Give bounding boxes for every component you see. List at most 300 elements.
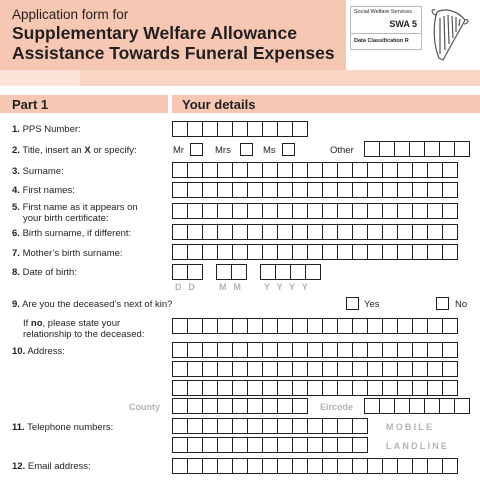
entry-box[interactable] [232,361,248,377]
entry-box[interactable] [337,244,353,260]
entry-box[interactable] [352,361,368,377]
entry-box[interactable] [412,244,428,260]
address-line2-boxes[interactable] [172,361,457,377]
entry-box[interactable] [187,318,203,334]
entry-box[interactable] [187,224,203,240]
entry-box[interactable] [187,458,203,474]
entry-box[interactable] [217,318,233,334]
entry-box[interactable] [307,162,323,178]
form-title-line1: Supplementary Welfare Allowance [12,23,297,43]
entry-box[interactable] [277,361,293,377]
entry-box[interactable] [172,162,188,178]
entry-box[interactable] [412,203,428,219]
landline-number-boxes[interactable] [172,437,367,453]
entry-box[interactable] [442,224,458,240]
entry-box[interactable] [442,182,458,198]
entry-box[interactable] [412,318,428,334]
entry-box[interactable] [232,121,248,137]
entry-box[interactable] [187,203,203,219]
entry-box[interactable] [352,458,368,474]
birth-cert-name-boxes[interactable] [172,203,457,219]
entry-box[interactable] [322,182,338,198]
entry-box[interactable] [337,418,353,434]
entry-box[interactable] [352,224,368,240]
entry-box[interactable] [277,380,293,396]
first-names-boxes[interactable] [172,182,457,198]
birth-surname-boxes[interactable] [172,224,457,240]
entry-box[interactable] [292,224,308,240]
entry-box[interactable] [337,342,353,358]
entry-box[interactable] [397,380,413,396]
entry-box[interactable] [202,380,218,396]
entry-box[interactable] [397,361,413,377]
entry-box[interactable] [337,437,353,453]
entry-box[interactable] [202,398,218,414]
entry-box[interactable] [202,182,218,198]
entry-box[interactable] [307,437,323,453]
entry-box[interactable] [322,380,338,396]
entry-box[interactable] [412,458,428,474]
entry-box[interactable] [292,121,308,137]
entry-box[interactable] [397,182,413,198]
entry-box[interactable] [202,244,218,260]
entry-box[interactable] [307,244,323,260]
entry-box[interactable] [262,398,278,414]
entry-box[interactable] [247,244,263,260]
entry-box[interactable] [412,380,428,396]
entry-box[interactable] [292,182,308,198]
address-line1-boxes[interactable] [172,342,457,358]
entry-box[interactable] [337,182,353,198]
entry-box[interactable] [262,162,278,178]
entry-box[interactable] [187,342,203,358]
entry-box[interactable] [247,162,263,178]
entry-box[interactable] [397,244,413,260]
entry-box[interactable] [172,121,188,137]
dob-month-hint: M M [219,282,244,292]
entry-box[interactable] [232,458,248,474]
entry-box[interactable] [217,342,233,358]
entry-box[interactable] [379,398,395,414]
entry-box[interactable] [352,318,368,334]
entry-box[interactable] [367,182,383,198]
entry-box[interactable] [337,458,353,474]
form-code: SWA 5 [389,19,417,29]
entry-box[interactable] [187,121,203,137]
entry-box[interactable] [247,380,263,396]
entry-box[interactable] [397,318,413,334]
entry-box[interactable] [322,361,338,377]
entry-box[interactable] [367,203,383,219]
dob-month-boxes[interactable] [216,264,246,280]
entry-box[interactable] [442,458,458,474]
entry-box[interactable] [292,437,308,453]
entry-box[interactable] [292,318,308,334]
dob-year-boxes[interactable] [260,264,320,280]
entry-box[interactable] [439,398,455,414]
entry-box[interactable] [427,224,443,240]
entry-box[interactable] [322,162,338,178]
entry-box[interactable] [442,380,458,396]
entry-box[interactable] [292,203,308,219]
entry-box[interactable] [442,162,458,178]
entry-box[interactable] [394,398,410,414]
entry-box[interactable] [439,141,455,157]
form-reference-box [350,6,422,50]
entry-box[interactable] [217,203,233,219]
address-line3-boxes[interactable] [172,380,457,396]
entry-box[interactable] [397,342,413,358]
title-mrs-label: Mrs [215,145,231,156]
form-header [0,0,480,86]
entry-box[interactable] [262,224,278,240]
entry-box[interactable] [322,342,338,358]
entry-box[interactable] [202,437,218,453]
entry-box[interactable] [409,398,425,414]
entry-box[interactable] [352,162,368,178]
entry-box[interactable] [202,203,218,219]
entry-box[interactable] [292,244,308,260]
harp-crest-icon [427,4,471,64]
entry-box[interactable] [394,141,410,157]
surname-boxes[interactable] [172,162,457,178]
entry-box[interactable] [217,398,233,414]
entry-box[interactable] [382,458,398,474]
entry-box[interactable] [352,380,368,396]
entry-box[interactable] [442,203,458,219]
entry-box[interactable] [232,418,248,434]
form-title-line2: Assistance Towards Funeral Expenses [12,43,335,63]
entry-box[interactable] [247,361,263,377]
entry-box[interactable] [427,458,443,474]
entry-box[interactable] [247,418,263,434]
entry-box[interactable] [262,361,278,377]
entry-box[interactable] [412,361,428,377]
entry-box[interactable] [187,380,203,396]
entry-box[interactable] [352,437,368,453]
entry-box[interactable] [172,418,188,434]
entry-box[interactable] [217,162,233,178]
mother-surname-boxes[interactable] [172,244,457,260]
entry-box[interactable] [247,398,263,414]
entry-box[interactable] [232,380,248,396]
entry-box[interactable] [292,418,308,434]
entry-box[interactable] [367,458,383,474]
entry-box[interactable] [352,244,368,260]
entry-box[interactable] [172,437,188,453]
entry-box[interactable] [382,361,398,377]
entry-box[interactable] [442,244,458,260]
entry-box[interactable] [409,141,425,157]
entry-box[interactable] [262,342,278,358]
entry-box[interactable] [232,203,248,219]
entry-box[interactable] [247,121,263,137]
entry-box[interactable] [231,264,247,280]
title-mrs-checkbox[interactable] [240,143,253,156]
q12-label: 12. Email address: [12,461,91,472]
entry-box[interactable] [292,398,308,414]
title-other-boxes[interactable] [364,141,469,157]
entry-box[interactable] [277,437,293,453]
entry-box[interactable] [232,342,248,358]
entry-box[interactable] [454,141,470,157]
entry-box[interactable] [322,244,338,260]
entry-box[interactable] [322,458,338,474]
entry-box[interactable] [247,458,263,474]
entry-box[interactable] [172,264,188,280]
entry-box[interactable] [337,380,353,396]
entry-box[interactable] [262,182,278,198]
entry-box[interactable] [247,224,263,240]
entry-box[interactable] [187,418,203,434]
email-boxes[interactable] [172,458,457,474]
entry-box[interactable] [187,437,203,453]
entry-box[interactable] [427,342,443,358]
entry-box[interactable] [202,458,218,474]
q1-label: 1. PPS Number: [12,124,81,135]
entry-box[interactable] [187,182,203,198]
entry-box[interactable] [172,224,188,240]
entry-box[interactable] [322,224,338,240]
entry-box[interactable] [277,162,293,178]
entry-box[interactable] [217,182,233,198]
entry-box[interactable] [367,361,383,377]
entry-box[interactable] [277,318,293,334]
entry-box[interactable] [337,162,353,178]
entry-box[interactable] [442,361,458,377]
entry-box[interactable] [307,380,323,396]
entry-box[interactable] [277,182,293,198]
entry-box[interactable] [202,342,218,358]
entry-box[interactable] [187,162,203,178]
entry-box[interactable] [202,418,218,434]
entry-box[interactable] [397,224,413,240]
entry-box[interactable] [382,224,398,240]
entry-box[interactable] [397,203,413,219]
entry-box[interactable] [382,203,398,219]
header-underband [80,70,480,86]
entry-box[interactable] [187,361,203,377]
entry-box[interactable] [427,203,443,219]
entry-box[interactable] [322,418,338,434]
entry-box[interactable] [277,224,293,240]
next-of-kin-yes-checkbox[interactable] [346,297,359,310]
entry-box[interactable] [247,203,263,219]
eircode-boxes[interactable] [364,398,469,414]
entry-box[interactable] [412,342,428,358]
entry-box[interactable] [232,318,248,334]
entry-box[interactable] [382,380,398,396]
entry-box[interactable] [247,182,263,198]
entry-box[interactable] [277,398,293,414]
entry-box[interactable] [322,437,338,453]
entry-box[interactable] [292,458,308,474]
entry-box[interactable] [172,398,188,414]
title-mr-checkbox[interactable] [190,143,203,156]
entry-box[interactable] [172,342,188,358]
entry-box[interactable] [217,361,233,377]
entry-box[interactable] [307,342,323,358]
entry-box[interactable] [172,182,188,198]
entry-box[interactable] [202,361,218,377]
entry-box[interactable] [307,318,323,334]
entry-box[interactable] [427,162,443,178]
entry-box[interactable] [352,342,368,358]
next-of-kin-yes-label: Yes [364,299,380,310]
entry-box[interactable] [172,458,188,474]
entry-box[interactable] [307,203,323,219]
entry-box[interactable] [352,182,368,198]
entry-box[interactable] [202,162,218,178]
entry-box[interactable] [307,224,323,240]
entry-box[interactable] [202,318,218,334]
entry-box[interactable] [427,318,443,334]
entry-box[interactable] [337,318,353,334]
entry-box[interactable] [202,224,218,240]
entry-box[interactable] [427,244,443,260]
entry-box[interactable] [277,418,293,434]
entry-box[interactable] [217,418,233,434]
entry-box[interactable] [172,318,188,334]
entry-box[interactable] [292,361,308,377]
entry-box[interactable] [232,224,248,240]
entry-box[interactable] [216,264,232,280]
entry-box[interactable] [232,437,248,453]
entry-box[interactable] [379,141,395,157]
entry-box[interactable] [412,162,428,178]
entry-box[interactable] [172,203,188,219]
dob-day-hint: D D [175,282,198,292]
entry-box[interactable] [260,264,276,280]
entry-box[interactable] [307,361,323,377]
entry-box[interactable] [397,458,413,474]
entry-box[interactable] [187,244,203,260]
entry-box[interactable] [382,182,398,198]
entry-box[interactable] [382,244,398,260]
entry-box[interactable] [217,244,233,260]
entry-box[interactable] [412,224,428,240]
part-title-band [172,95,480,113]
entry-box[interactable] [262,437,278,453]
entry-box[interactable] [247,318,263,334]
entry-box[interactable] [290,264,306,280]
entry-box[interactable] [397,162,413,178]
entry-box[interactable] [427,182,443,198]
entry-box[interactable] [277,244,293,260]
entry-box[interactable] [367,224,383,240]
entry-box[interactable] [232,398,248,414]
entry-box[interactable] [217,121,233,137]
entry-box[interactable] [367,380,383,396]
entry-box[interactable] [367,342,383,358]
entry-box[interactable] [217,224,233,240]
entry-box[interactable] [382,318,398,334]
entry-box[interactable] [292,380,308,396]
entry-box[interactable] [424,398,440,414]
q10-label: 10. Address: [12,346,65,357]
entry-box[interactable] [364,141,380,157]
entry-box[interactable] [442,318,458,334]
entry-box[interactable] [424,141,440,157]
entry-box[interactable] [277,342,293,358]
entry-box[interactable] [187,398,203,414]
q9-label: 9. Are you the deceased’s next of kin? [12,299,173,310]
entry-box[interactable] [262,458,278,474]
entry-box[interactable] [277,203,293,219]
entry-box[interactable] [337,224,353,240]
entry-box[interactable] [277,121,293,137]
entry-box[interactable] [322,318,338,334]
relationship-boxes[interactable] [172,318,457,334]
entry-box[interactable] [367,162,383,178]
mobile-number-boxes[interactable] [172,418,367,434]
entry-box[interactable] [247,437,263,453]
entry-box[interactable] [352,203,368,219]
entry-box[interactable] [247,342,263,358]
pps-number-boxes[interactable] [172,121,307,137]
entry-box[interactable] [262,318,278,334]
entry-box[interactable] [217,380,233,396]
entry-box[interactable] [307,458,323,474]
entry-box[interactable] [305,264,321,280]
title-other-label: Other [330,145,354,156]
entry-box[interactable] [364,398,380,414]
entry-box[interactable] [172,244,188,260]
entry-box[interactable] [307,182,323,198]
entry-box[interactable] [367,318,383,334]
entry-box[interactable] [352,418,368,434]
entry-box[interactable] [337,203,353,219]
entry-box[interactable] [217,458,233,474]
entry-box[interactable] [427,361,443,377]
entry-box[interactable] [337,361,353,377]
entry-box[interactable] [307,418,323,434]
form-pretitle: Application form for [12,7,129,22]
entry-box[interactable] [202,121,218,137]
entry-box[interactable] [454,398,470,414]
entry-box[interactable] [232,162,248,178]
entry-box[interactable] [412,182,428,198]
next-of-kin-no-checkbox[interactable] [436,297,449,310]
entry-box[interactable] [322,203,338,219]
entry-box[interactable] [262,244,278,260]
entry-box[interactable] [172,361,188,377]
entry-box[interactable] [262,121,278,137]
entry-box[interactable] [217,437,233,453]
entry-box[interactable] [367,244,383,260]
entry-box[interactable] [275,264,291,280]
entry-box[interactable] [277,458,293,474]
dob-day-boxes[interactable] [172,264,202,280]
entry-box[interactable] [292,342,308,358]
entry-box[interactable] [262,380,278,396]
entry-box[interactable] [442,342,458,358]
entry-box[interactable] [262,203,278,219]
entry-box[interactable] [382,342,398,358]
entry-box[interactable] [187,264,203,280]
entry-box[interactable] [172,380,188,396]
entry-box[interactable] [427,380,443,396]
entry-box[interactable] [232,182,248,198]
entry-box[interactable] [382,162,398,178]
title-ms-checkbox[interactable] [282,143,295,156]
header-underband-left [0,70,80,86]
entry-box[interactable] [232,244,248,260]
title-band [0,0,346,70]
county-boxes[interactable] [172,398,307,414]
entry-box[interactable] [262,418,278,434]
entry-box[interactable] [292,162,308,178]
